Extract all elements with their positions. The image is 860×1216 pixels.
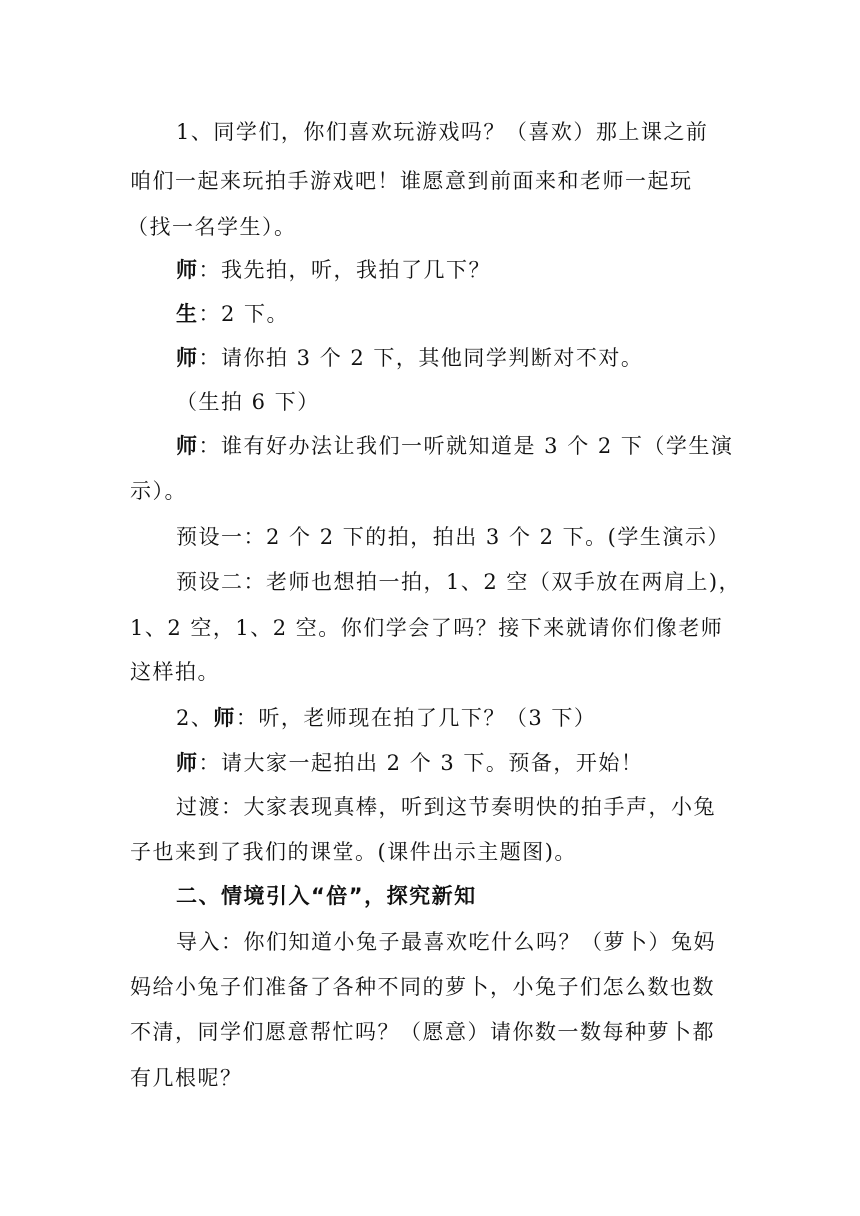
paragraph-1-line-2: 咱们一起来玩拍手游戏吧！谁愿意到前面来和老师一起玩 xyxy=(130,169,693,193)
dialogue-text: ：2 下。 xyxy=(198,302,290,326)
speaker-label: 师 xyxy=(176,346,199,370)
preset-one: 预设一：2 个 2 下的拍，拍出 3 个 2 下。(学生演示） xyxy=(176,525,730,549)
dialogue-line-teacher-3-cont: 示）。 xyxy=(130,479,187,503)
dialogue-line-teacher-3 xyxy=(176,430,733,460)
speaker-label: 生 xyxy=(176,302,199,326)
transition-line-2: 子也来到了我们的课堂。(课件出示主题图)。 xyxy=(130,840,577,864)
preset-two-line-1: 预设二：老师也想拍一拍，1、2 空（双手放在两肩上)， xyxy=(176,570,742,594)
intro-line-3: 不清，同学们愿意帮忙吗？（愿意）请你数一数每种萝卜都 xyxy=(130,1020,715,1044)
intro-line-4: 有几根呢？ xyxy=(130,1066,243,1090)
speaker-label: 师 xyxy=(176,258,199,282)
stage-direction: （生拍 6 下） xyxy=(176,390,320,414)
preset-two-line-3: 这样拍。 xyxy=(130,660,220,684)
dialogue-line-teacher-1 xyxy=(176,254,491,284)
dialogue-line-teacher-2 xyxy=(176,342,643,372)
paragraph-1-line-1: 1、同学们，你们喜欢玩游戏吗？（喜欢）那上课之前 xyxy=(176,120,709,144)
transition-line-1: 过渡：大家表现真棒，听到这节奏明快的拍手声，小兔 xyxy=(176,795,716,819)
speaker-label: 师 xyxy=(176,751,199,775)
dialogue-text: ：听，老师现在拍了几下？（3 下） xyxy=(235,706,597,730)
speaker-label: 师 xyxy=(176,434,199,458)
section-heading: 二、情境引入“倍”，探究新知 xyxy=(176,884,477,908)
dialogue-text: ：谁有好办法让我们一听就知道是 3 个 2 下（学生演 xyxy=(198,434,734,458)
speaker-label: 师 xyxy=(213,706,236,730)
paragraph-1-line-3: （找一名学生）。 xyxy=(127,215,297,239)
dialogue-line-teacher-5 xyxy=(176,747,643,777)
dialogue-line-student-1 xyxy=(176,298,289,328)
dialogue-text: ：请你拍 3 个 2 下，其他同学判断对不对。 xyxy=(198,346,644,370)
preset-two-line-2: 1、2 空，1、2 空。你们学会了吗？接下来就请你们像老师 xyxy=(130,616,724,640)
dialogue-line-teacher-4 xyxy=(176,702,596,732)
dialogue-text: ：我先拍，听，我拍了几下？ xyxy=(198,258,491,282)
dialogue-text: ：请大家一起拍出 2 个 3 下。预备，开始！ xyxy=(198,751,644,775)
intro-line-2: 妈给小兔子们准备了各种不同的萝卜，小兔子们怎么数也数 xyxy=(130,975,715,999)
item-number: 2、 xyxy=(176,706,214,730)
intro-line-1: 导入：你们知道小兔子最喜欢吃什么吗？（萝卜）兔妈 xyxy=(176,930,716,954)
